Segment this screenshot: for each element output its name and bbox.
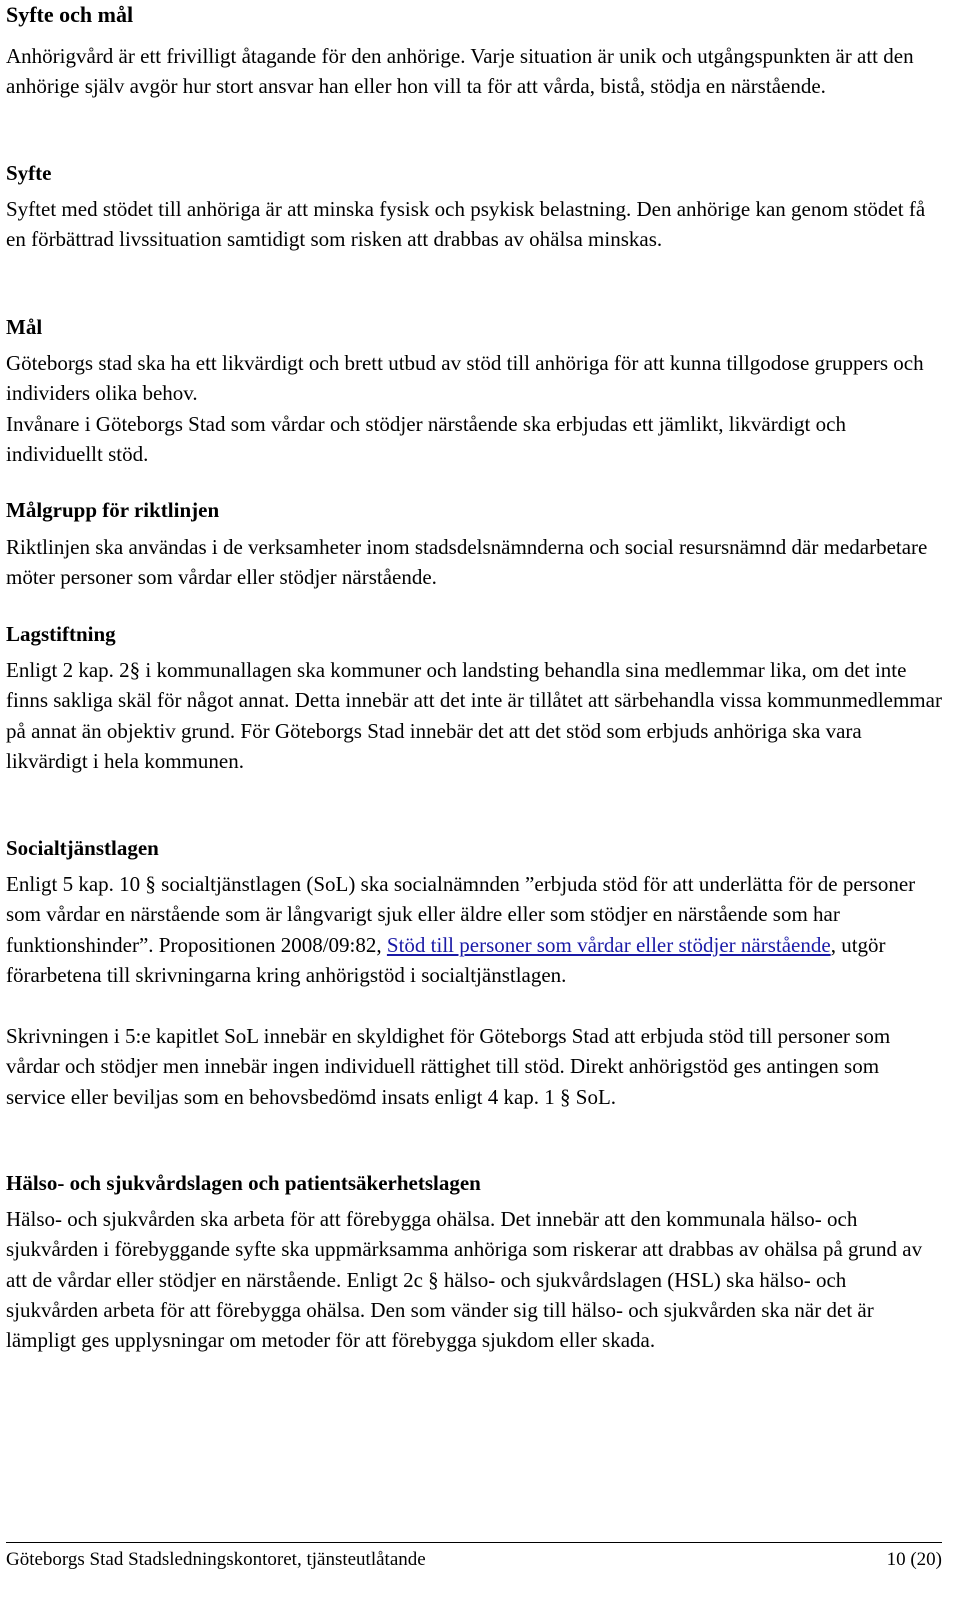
page-footer (6, 1542, 942, 1573)
heading-syfte-och-mal: Syfte och mål (6, 2, 134, 27)
hsl-paragraph: Hälso- och sjukvården ska arbeta för att förebygga ohälsa. Det innebär att den kommunala hälso- och sjukvården i förebyggande syfte ska uppmärksamma anhöriga som riskerar att drabbas av ohälsa på grund av att de vårdar eller stödjer en närstående. Enligt 2c § hälso- och sjukvårdslagen (HSL) ska hälso- och sjukvården arbeta för att förebygga ohälsa. Den som vänder sig till hälso- och sjukvården ska när det är lämpligt ges upplysningar om metoder för att förebygga sjukdom eller skada. (6, 1207, 923, 1353)
heading-socialtjanstlagen: Socialtjänstlagen (6, 836, 159, 860)
syfte-paragraph: Syftet med stödet till anhöriga är att minska fysisk och psykisk belastning. Den anhörige kan genom stödet få en förbättrad livssituation samtidigt som risken att drabbas av ohälsa minskas. (6, 197, 926, 252)
mal-paragraph-2: Invånare i Göteborgs Stad som vårdar och stödjer närstående ska erbjudas ett jämlikt, likvärdigt och individuellt stöd. (6, 412, 846, 467)
sol-paragraph-2: Skrivningen i 5:e kapitlet SoL innebär en skyldighet för Göteborgs Stad att erbjuda stöd till personer som vårdar och stödjer men innebär ingen individuell rättighet till stöd. Direkt anhörigstöd ges antingen som service eller beviljas som en behovsbedömd insats enligt 4 kap. 1 § SoL. (6, 1024, 891, 1109)
lagstiftning-paragraph: Enligt 2 kap. 2§ i kommunallagen ska kommuner och landsting behandla sina medlemmar lika, om det inte finns sakliga skäl för något annat. Detta innebär att det inte är tillåtet att särbehandla vissa kommunmedlemmar på annat än objektiv grund. För Göteborgs Stad innebär det att det stöd som erbjuds anhöriga ska vara likvärdigt i hela kommunen. (6, 658, 942, 773)
sol-text-after-link: , utgör förarbetena till skrivningarna kring anhörigstöd i socialtjänstlagen. (6, 932, 886, 987)
intro-paragraph: Anhörigvård är ett frivilligt åtagande för den anhörige. Varje situation är unik och utgångspunkten är att den anhörige själv avgör hur stort ansvar han eller hon vill ta för att vårda, bistå, stödja en närstående. (6, 44, 914, 99)
heading-lagstiftning: Lagstiftning (6, 622, 116, 646)
heading-malgrupp: Målgrupp för riktlinjen (6, 498, 220, 522)
mal-paragraph-1: Göteborgs stad ska ha ett likvärdigt och brett utbud av stöd till anhöriga för att kunna tillgodose gruppers och individers olika behov. (6, 351, 924, 406)
heading-mal: Mål (6, 315, 43, 339)
sol-text-before-link: Enligt 5 kap. 10 § socialtjänstlagen (SoL) ska socialnämnden ”erbjuda stöd för att underlätta för de personer som vårdar en närstående som är långvarigt sjuk eller äldre eller som stödjer en närstående som har funktionshinder”. Propositionen 2008/09:82, (6, 872, 916, 957)
proposition-link[interactable]: Stöd till personer som vårdar eller stödjer närstående (386, 932, 831, 957)
heading-syfte: Syfte (6, 161, 52, 185)
sol-paragraph-1 (6, 869, 942, 990)
heading-hsl: Hälso- och sjukvårdslagen och patientsäkerhetslagen (6, 1171, 481, 1195)
page-number: 10 (20) (886, 1549, 942, 1570)
footer-organization: Göteborgs Stad Stadsledningskontoret, tjänsteutlåtande (6, 1549, 426, 1570)
malgrupp-paragraph: Riktlinjen ska användas i de verksamheter inom stadsdelsnämnderna och social resursnämnd där medarbetare möter personer som vårdar eller stödjer närstående. (6, 535, 928, 590)
